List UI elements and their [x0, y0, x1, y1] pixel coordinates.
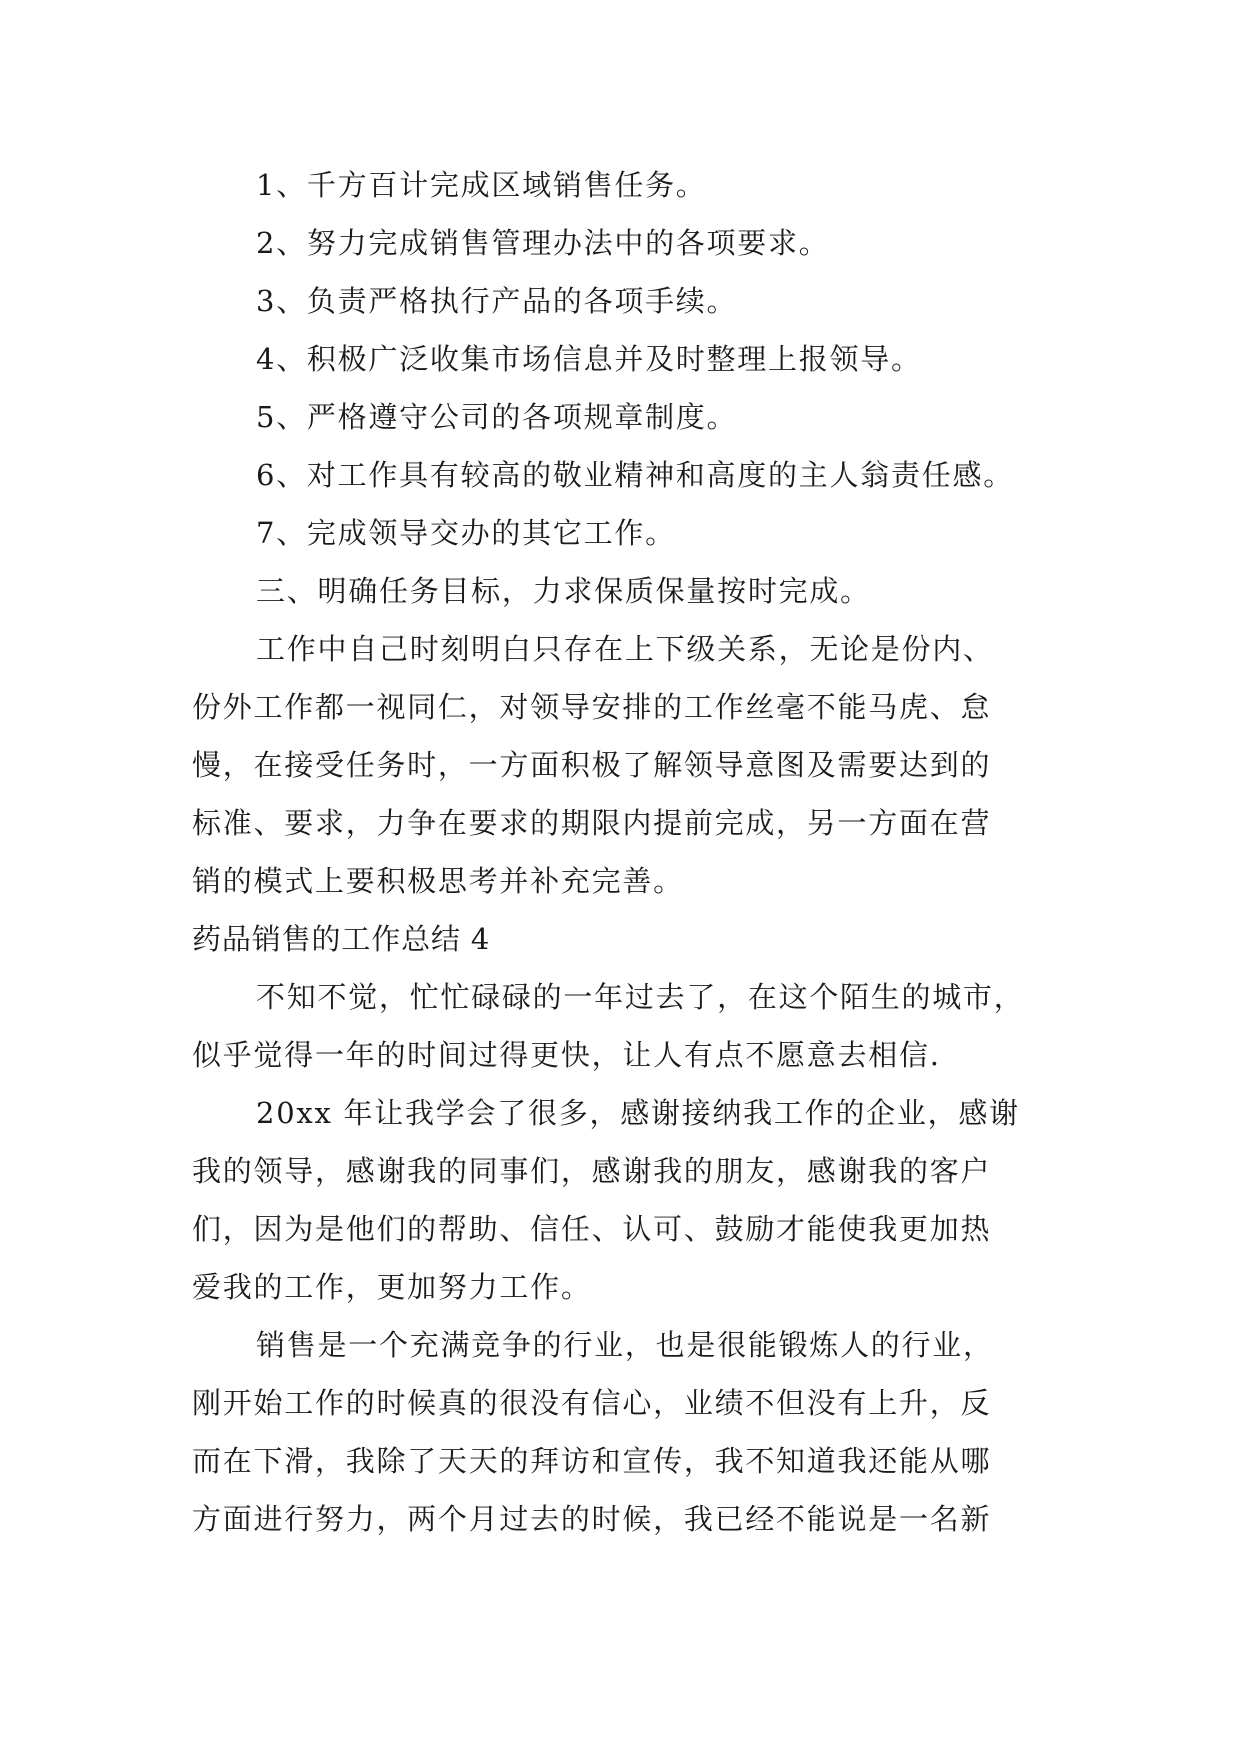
list-item: 7、完成领导交办的其它工作。 — [256, 516, 676, 550]
list-item: 1、千方百计完成区域销售任务。 — [256, 168, 707, 202]
list-item: 2、努力完成销售管理办法中的各项要求。 — [256, 226, 830, 260]
paragraph-sales-competition — [192, 1316, 1072, 1548]
paragraph-line: 销的模式上要积极思考并补充完善。 — [192, 864, 684, 898]
document-body — [192, 156, 1072, 1548]
paragraph-line: 慢，在接受任务时，一方面积极了解领导意图及需要达到的 — [192, 748, 992, 782]
paragraph-line: 们，因为是他们的帮助、信任、认可、鼓励才能使我更加热 — [192, 1212, 992, 1246]
paragraph-line: 而在下滑，我除了天天的拜访和宣传，我不知道我还能从哪 — [192, 1444, 992, 1478]
list-item: 6、对工作具有较高的敬业精神和高度的主人翁责任感。 — [256, 458, 1014, 492]
paragraph-thanks — [192, 1084, 1072, 1316]
list-item: 4、积极广泛收集市场信息并及时整理上报领导。 — [256, 342, 922, 376]
paragraph-work-attitude — [192, 620, 1072, 910]
paragraph-line: 不知不觉，忙忙碌碌的一年过去了，在这个陌生的城市， — [256, 980, 1025, 1014]
paragraph-line: 方面进行努力，两个月过去的时候，我已经不能说是一名新 — [192, 1502, 992, 1536]
paragraph-line: 份外工作都一视同仁，对领导安排的工作丝毫不能马虎、怠 — [192, 690, 992, 724]
list-item: 5、严格遵守公司的各项规章制度。 — [256, 400, 738, 434]
document-heading: 药品销售的工作总结 4 — [192, 922, 491, 956]
paragraph-line: 20xx 年让我学会了很多，感谢接纳我工作的企业，感谢 — [256, 1096, 1020, 1130]
paragraph-line: 似乎觉得一年的时间过得更快，让人有点不愿意去相信. — [192, 1038, 941, 1072]
paragraph-line: 我的领导，感谢我的同事们，感谢我的朋友，感谢我的客户 — [192, 1154, 992, 1188]
paragraph-line: 标准、要求，力争在要求的期限内提前完成，另一方面在营 — [192, 806, 992, 840]
paragraph-line: 工作中自己时刻明白只存在上下级关系，无论是份内、 — [256, 632, 994, 666]
section-heading-three: 三、明确任务目标，力求保质保量按时完成。 — [256, 574, 871, 608]
paragraph-line: 爱我的工作，更加努力工作。 — [192, 1270, 592, 1304]
paragraph-line: 刚开始工作的时候真的很没有信心，业绩不但没有上升，反 — [192, 1386, 992, 1420]
paragraph-year-passed — [192, 968, 1072, 1084]
paragraph-line: 销售是一个充满竞争的行业，也是很能锻炼人的行业， — [256, 1328, 994, 1362]
list-item: 3、负责严格执行产品的各项手续。 — [256, 284, 738, 318]
